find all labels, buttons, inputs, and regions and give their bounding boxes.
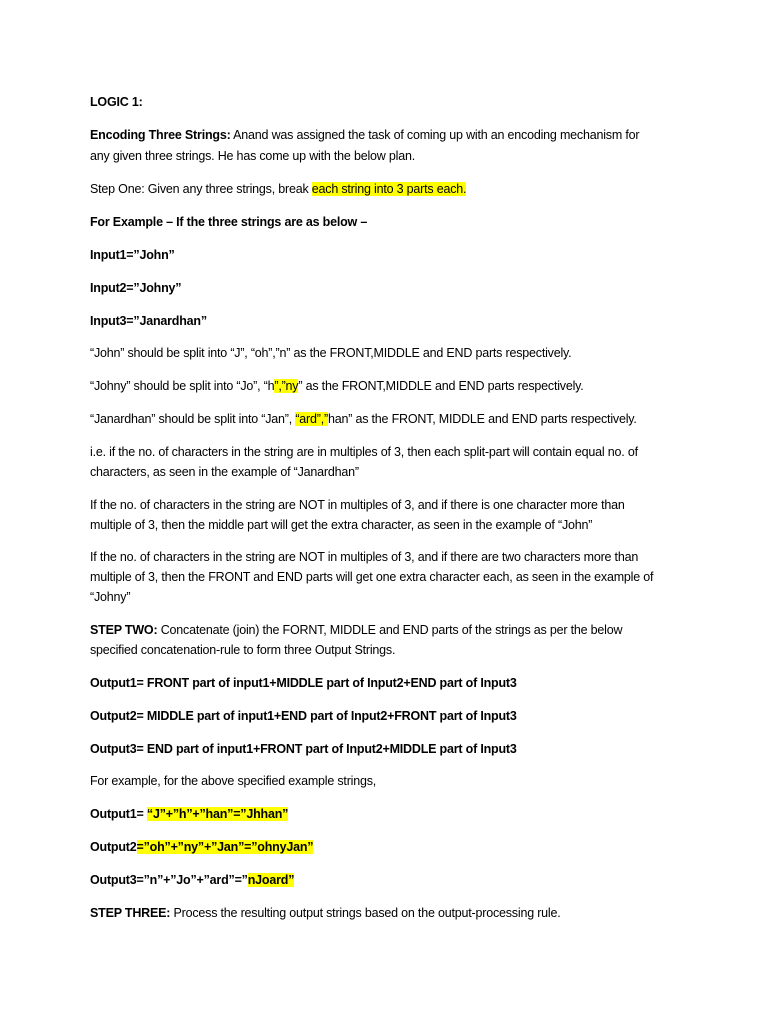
rule-two-more-line2: multiple of 3, then the FRONT and END parts will get one extra character each, as seen in the example of (90, 570, 654, 584)
text: Output1= (90, 807, 147, 821)
text: Anand was assigned the task of coming up with an encoding mechanism for (230, 128, 640, 142)
highlighted-text: “J”+”h”+”han”=”Jhhan” (146, 807, 289, 821)
split-johny (90, 376, 690, 396)
text: Output2 (90, 840, 137, 854)
rule-two-more-line1: If the no. of characters in the string are NOT in multiples of 3, and if there are two characters more than (90, 550, 639, 564)
paragraph-encoding-line2: any given three strings. He has come up with the below plan. (90, 149, 415, 163)
output1-example (90, 804, 690, 824)
text: Concatenate (join) the FORNT, MIDDLE and END parts of the strings as per the below (157, 623, 623, 637)
output2-example (90, 837, 690, 857)
input3-line: Input3=”Janardhan” (90, 314, 207, 328)
text: Output3=”n”+”Jo”+”ard”=” (90, 873, 248, 887)
paragraph-step-one (90, 179, 690, 199)
paragraph-encoding-line1 (90, 125, 690, 145)
rule-two-more-line3: “Johny” (90, 590, 131, 604)
split-janardhan (90, 409, 690, 429)
heading: LOGIC 1: (90, 95, 143, 109)
text: Process the resulting output strings based on the output-processing rule. (170, 906, 561, 920)
step-two-line2: specified concatenation-rule to form three Output Strings. (90, 643, 396, 657)
example-intro: For example, for the above specified example strings, (90, 774, 377, 788)
rule-multiple-line2: characters, as seen in the example of “Janardhan” (90, 465, 359, 479)
highlighted-text: each string into 3 parts each. (311, 182, 467, 196)
bold-label: Encoding Three Strings: (90, 128, 231, 142)
text: ” as the FRONT,MIDDLE and END parts respectively. (298, 379, 584, 393)
highlighted-text: ”,”ny (274, 379, 299, 393)
input2-line: Input2=”Johny” (90, 281, 182, 295)
bold-label: STEP TWO: (90, 623, 158, 637)
output2-rule: Output2= MIDDLE part of input1+END part of Input2+FRONT part of Input3 (90, 709, 517, 723)
output1-rule: Output1= FRONT part of input1+MIDDLE part of Input2+END part of Input3 (90, 676, 517, 690)
step-three (90, 903, 690, 923)
highlighted-text: nJoard” (247, 873, 295, 887)
text: Step One: Given any three strings, break (90, 182, 312, 196)
output3-rule: Output3= END part of input1+FRONT part of Input2+MIDDLE part of Input3 (90, 742, 517, 756)
rule-one-more-line2: multiple of 3, then the middle part will get the extra character, as seen in the example of “John” (90, 518, 593, 532)
output3-example (90, 870, 690, 890)
highlighted-text: =”oh”+”ny”+”Jan”=”ohnyJan” (136, 840, 314, 854)
highlighted-text: “ard”,” (295, 412, 328, 426)
text: “Janardhan” should be split into “Jan”, (90, 412, 296, 426)
rule-multiple-line1: i.e. if the no. of characters in the string are in multiples of 3, then each split-part will contain equal no. of (90, 445, 638, 459)
text: han” as the FRONT, MIDDLE and END parts respectively. (327, 412, 637, 426)
bold-label: STEP THREE: (90, 906, 171, 920)
rule-one-more-line1: If the no. of characters in the string are NOT in multiples of 3, and if there is one character more than (90, 498, 625, 512)
text: “Johny” should be split into “Jo”, “h (90, 379, 275, 393)
paragraph-for-example: For Example – If the three strings are as below – (90, 215, 368, 229)
step-two-line1 (90, 620, 690, 640)
input1-line: Input1=”John” (90, 248, 175, 262)
split-john: “John” should be split into “J”, “oh”,”n” as the FRONT,MIDDLE and END parts respectively. (90, 346, 572, 360)
